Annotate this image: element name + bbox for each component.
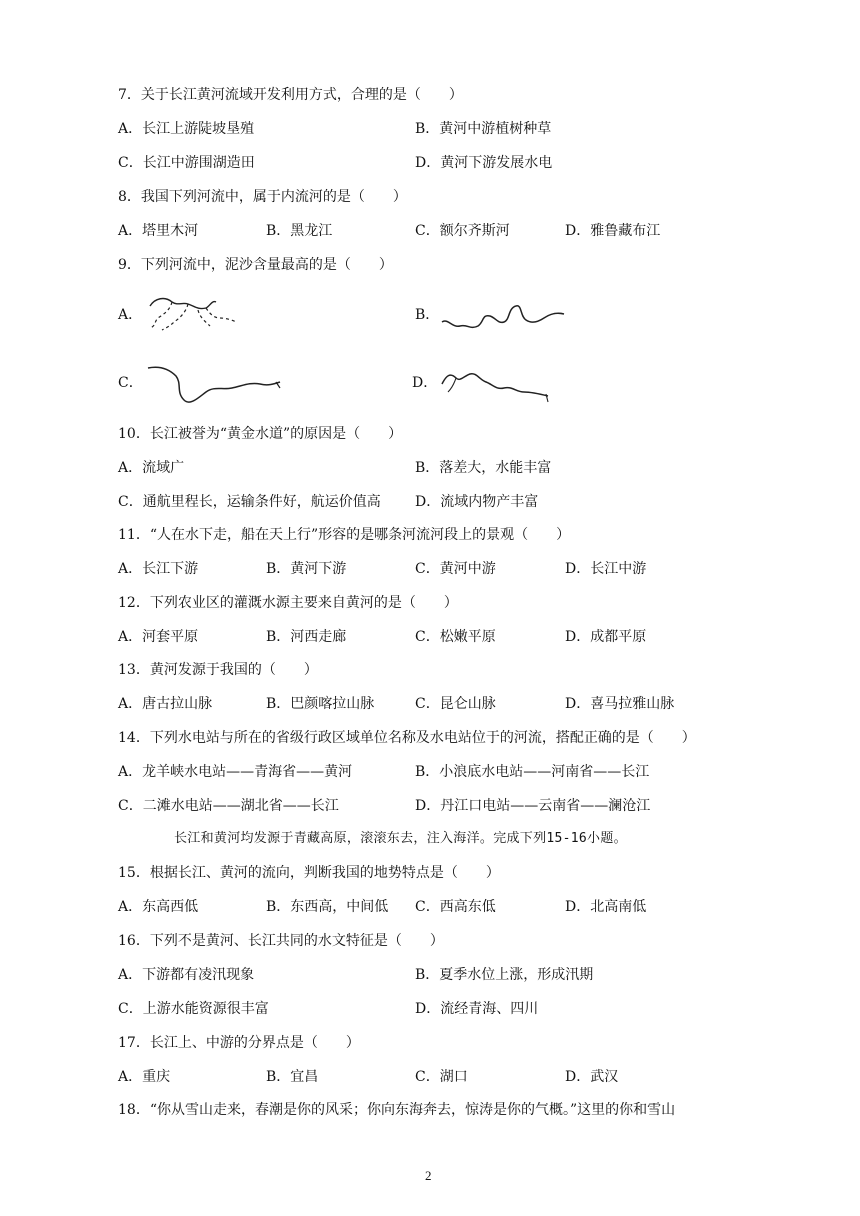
- q7-option-d: D．黄河下游发展水电: [415, 155, 553, 171]
- q10-option-a: A．流域广: [118, 460, 185, 476]
- question-16-stem: 16．下列不是黄河、长江共同的水文特征是（ ）: [118, 933, 444, 949]
- q14-option-c: C．二滩水电站——湖北省——长江: [118, 798, 339, 814]
- question-9-stem: 9．下列河流中，泥沙含量最高的是（ ）: [118, 257, 393, 273]
- q11-option-c: C．黄河中游: [415, 561, 496, 577]
- q15-option-b: B．东西高，中间低: [266, 899, 389, 915]
- question-10-stem: 10．长江被誉为“黄金水道”的原因是（ ）: [118, 426, 403, 442]
- q11-option-a: A．长江下游: [118, 561, 199, 577]
- q9-option-a: A．: [118, 307, 143, 323]
- q16-option-d: D．流经青海、四川: [415, 1001, 539, 1017]
- river-map-b-icon: [440, 300, 570, 334]
- question-18-stem: 18．“你从雪山走来，春潮是你的风采；你向东海奔去，惊涛是你的气概。”这里的你和雪山: [118, 1102, 676, 1118]
- q12-option-d: D．成都平原: [565, 629, 647, 645]
- q7-option-c: C．长江中游围湖造田: [118, 155, 255, 171]
- q13-option-d: D．喜马拉雅山脉: [565, 696, 675, 712]
- q17-option-b: B．宜昌: [266, 1069, 319, 1085]
- group-intro-15-16: 长江和黄河均发源于青藏高原，滚滚东去，注入海洋。完成下列15-16小题。: [174, 831, 627, 846]
- q14-option-d: D．丹江口电站——云南省——澜沧江: [415, 798, 651, 814]
- q8-option-b: B．黑龙江: [266, 223, 333, 239]
- q16-option-c: C．上游水能资源很丰富: [118, 1001, 269, 1017]
- q12-option-c: C．松嫩平原: [415, 629, 496, 645]
- q14-option-a: A．龙羊峡水电站——青海省——黄河: [118, 764, 353, 780]
- question-7-stem: 7．关于长江黄河流域开发利用方式，合理的是（ ）: [118, 87, 463, 103]
- q9-option-b: B．: [415, 307, 440, 323]
- river-map-c-icon: [146, 362, 286, 410]
- q15-option-d: D．北高南低: [565, 899, 647, 915]
- q10-option-d: D．流域内物产丰富: [415, 494, 539, 510]
- q16-option-b: B．夏季水位上涨，形成汛期: [415, 967, 594, 983]
- q7-option-b: B．黄河中游植树种草: [415, 121, 552, 137]
- q15-option-c: C．西高东低: [415, 899, 496, 915]
- q15-option-a: A．东高西低: [118, 899, 199, 915]
- question-8-stem: 8．我国下列河流中，属于内流河的是（ ）: [118, 189, 407, 205]
- q17-option-d: D．武汉: [565, 1069, 619, 1085]
- q7-option-a: A．长江上游陡坡垦殖: [118, 121, 255, 137]
- q16-option-a: A．下游都有凌汛现象: [118, 967, 255, 983]
- question-17-stem: 17．长江上、中游的分界点是（ ）: [118, 1035, 360, 1051]
- q8-option-c: C．额尔齐斯河: [415, 223, 510, 239]
- question-13-stem: 13．黄河发源于我国的（ ）: [118, 662, 318, 678]
- q8-option-a: A．塔里木河: [118, 223, 199, 239]
- q12-option-b: B．河西走廊: [266, 629, 347, 645]
- q10-option-b: B．落差大，水能丰富: [415, 460, 552, 476]
- question-11-stem: 11．“人在水下走，船在天上行”形容的是哪条河流河段上的景观（ ）: [118, 527, 571, 543]
- q9-option-d: D．: [412, 375, 438, 391]
- q17-option-a: A．重庆: [118, 1069, 171, 1085]
- q9-option-c: C．: [118, 375, 143, 391]
- q11-option-d: D．长江中游: [565, 561, 647, 577]
- question-14-stem: 14．下列水电站与所在的省级行政区域单位名称及水电站位于的河流，搭配正确的是（ ）: [118, 730, 696, 746]
- page-number: 2: [425, 1168, 432, 1183]
- q10-option-c: C．通航里程长，运输条件好，航运价值高: [118, 494, 381, 510]
- q13-option-a: A．唐古拉山脉: [118, 696, 213, 712]
- q17-option-c: C．湖口: [415, 1069, 468, 1085]
- q12-option-a: A．河套平原: [118, 629, 199, 645]
- river-map-a-icon: [140, 292, 240, 336]
- q8-option-d: D．雅鲁藏布江: [565, 223, 661, 239]
- q13-option-b: B．巴颜喀拉山脉: [266, 696, 375, 712]
- river-map-d-icon: [440, 364, 552, 404]
- question-12-stem: 12．下列农业区的灌溉水源主要来自黄河的是（ ）: [118, 595, 458, 611]
- q11-option-b: B．黄河下游: [266, 561, 347, 577]
- q13-option-c: C．昆仑山脉: [415, 696, 496, 712]
- question-15-stem: 15．根据长江、黄河的流向，判断我国的地势特点是（ ）: [118, 865, 500, 881]
- q14-option-b: B．小浪底水电站——河南省——长江: [415, 764, 650, 780]
